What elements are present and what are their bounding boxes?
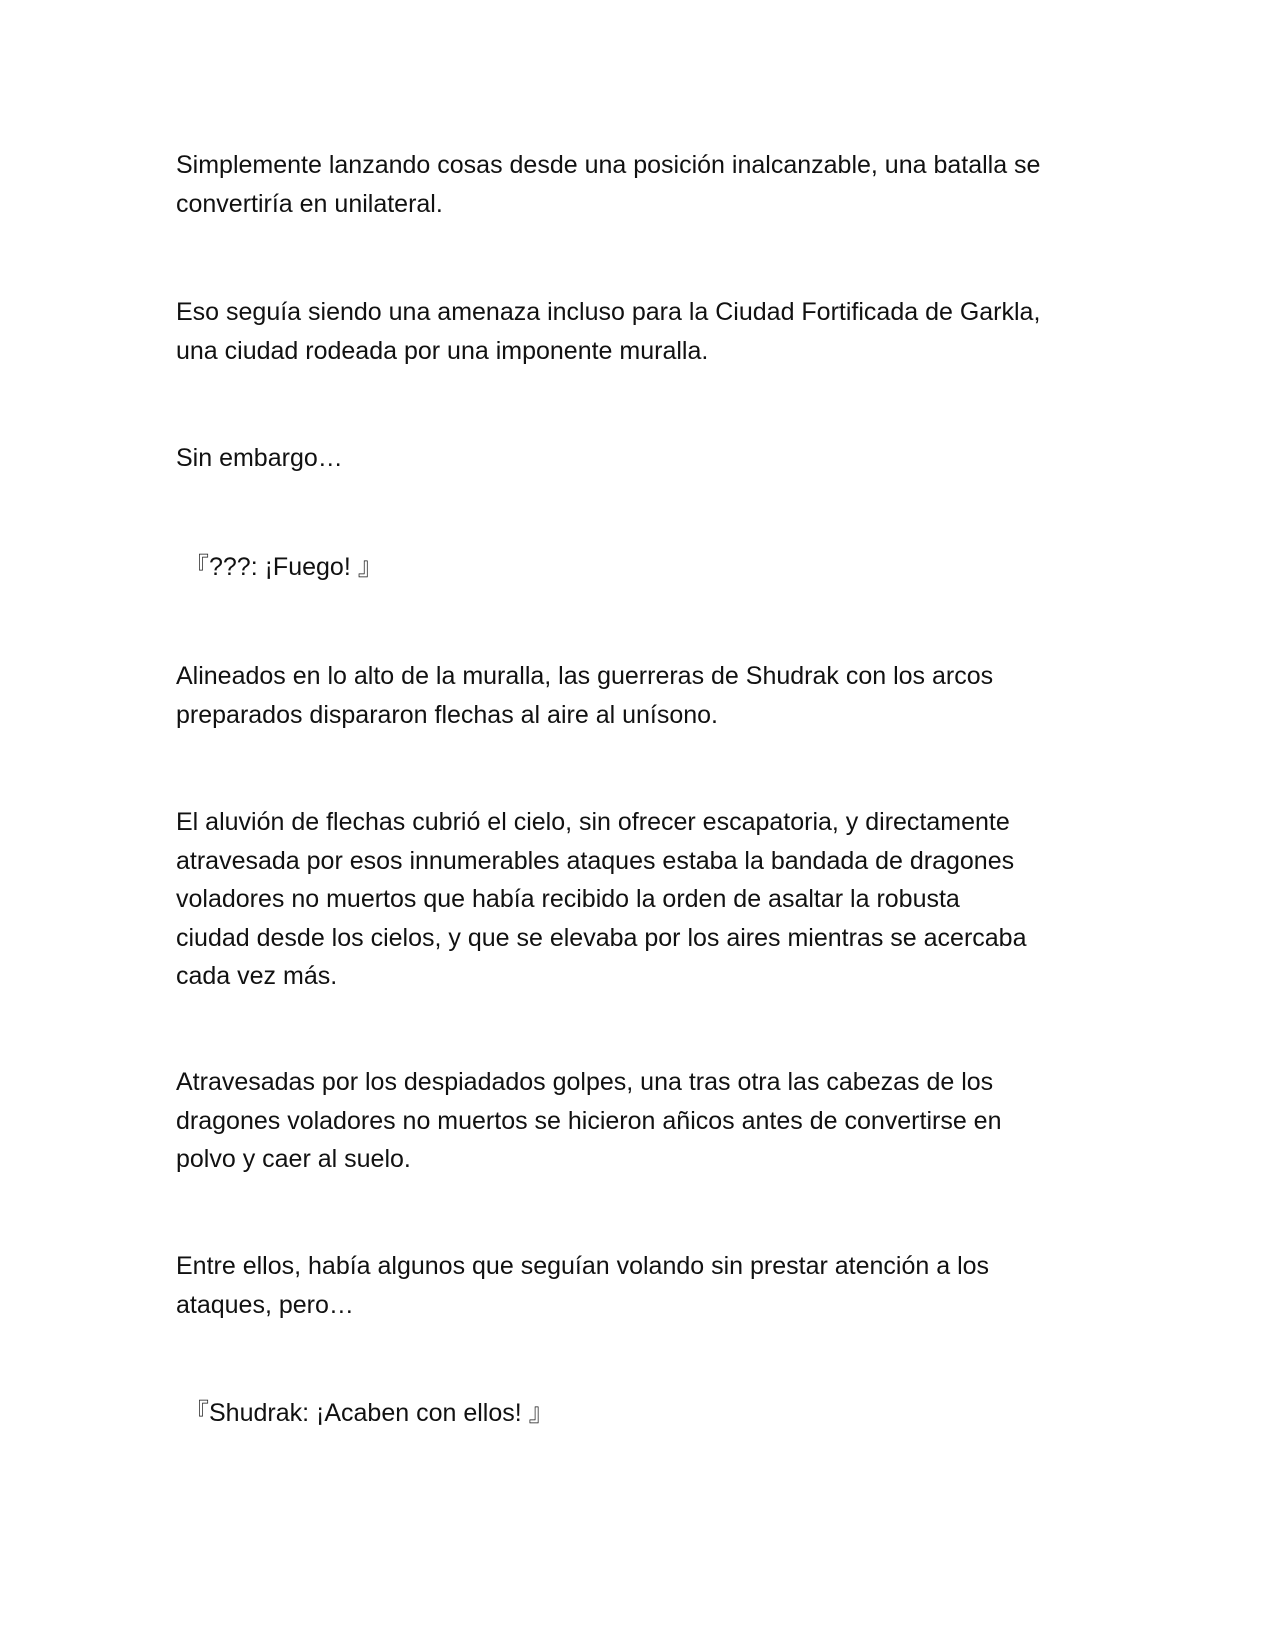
paragraph-1: Simplemente lanzando cosas desde una posición inalcanzable, una batalla se convertiría en unilateral. bbox=[176, 151, 1041, 218]
dialogue-line-2: 『Shudrak: ¡Acaben con ellos! 』 bbox=[184, 1399, 554, 1427]
paragraph-5: El aluvión de flechas cubrió el cielo, sin ofrecer escapatoria, y directamente atravesada por esos innumerables ataques estaba la bandada de dragones voladores no muertos que había recibido la orden de asaltar la robusta ciudad desde los cielos, y que se elevaba por los aires mientras se acercaba cada vez más. bbox=[176, 808, 1027, 990]
paragraph-6: Atravesadas por los despiadados golpes, una tras otra las cabezas de los dragones voladores no muertos se hicieron añicos antes de convertirse en polvo y caer al suelo. bbox=[176, 1068, 1002, 1173]
dialogue-line-1: 『???: ¡Fuego! 』 bbox=[184, 553, 383, 581]
paragraph-2: Eso seguía siendo una amenaza incluso para la Ciudad Fortificada de Garkla, una ciudad rodeada por una imponente muralla. bbox=[176, 298, 1041, 365]
paragraph-7: Entre ellos, había algunos que seguían volando sin prestar atención a los ataques, pero… bbox=[176, 1252, 990, 1319]
paragraph-3: Sin embargo… bbox=[176, 444, 343, 472]
paragraph-4: Alineados en lo alto de la muralla, las guerreras de Shudrak con los arcos preparados dispararon flechas al aire al unísono. bbox=[176, 662, 994, 729]
